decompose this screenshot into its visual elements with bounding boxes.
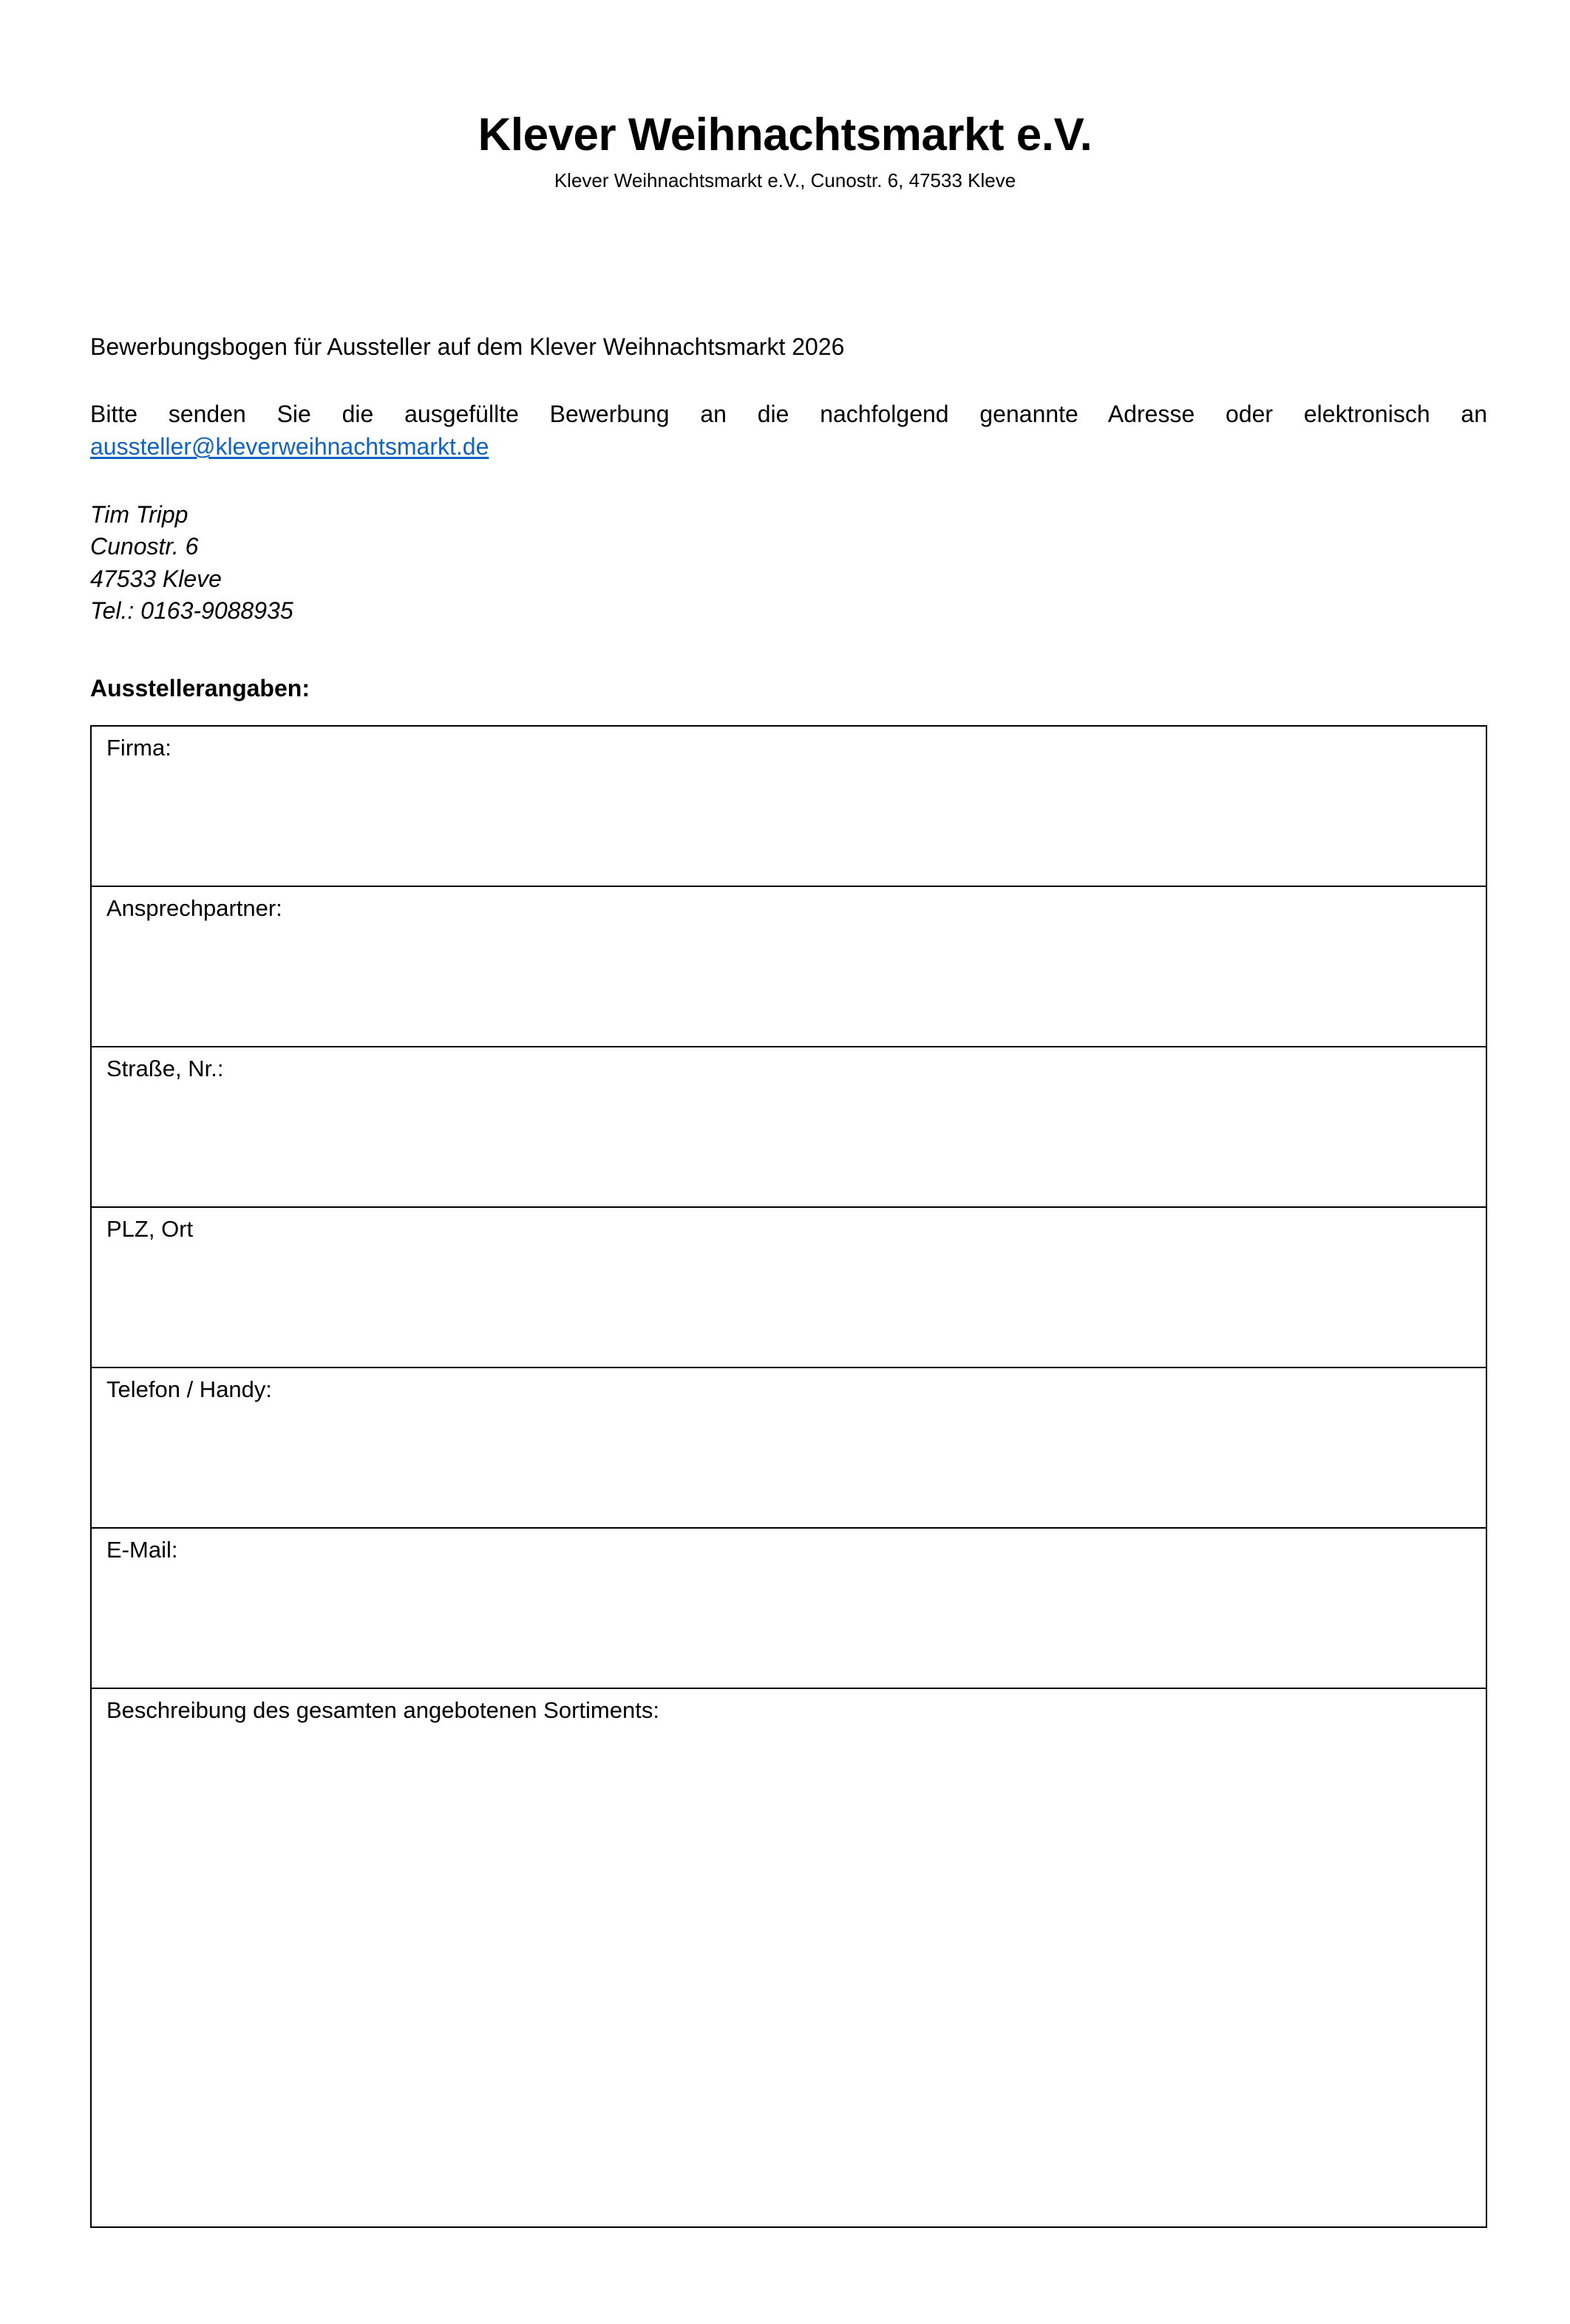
contact-name: Tim Tripp (90, 500, 188, 528)
contact-city: 47533 Kleve (90, 565, 222, 592)
form-field-ansprechpartner[interactable] (91, 886, 1486, 1047)
form-field-label: E-Mail: (106, 1537, 178, 1563)
form-field-label: Straße, Nr.: (106, 1056, 224, 1082)
exhibitor-details-form (90, 725, 1487, 2228)
document-body (90, 331, 1487, 2228)
form-field-label: Firma: (106, 735, 171, 761)
organization-address: Klever Weihnachtsmarkt e.V., Cunostr. 6, 47533 Kleve (554, 169, 1016, 192)
table-row (91, 886, 1486, 1047)
document-subject: Bewerbungsbogen für Aussteller auf dem Klever Weihnachtsmarkt 2026 (90, 333, 845, 360)
contact-phone: Tel.: 0163-9088935 (90, 597, 293, 625)
table-row (91, 1688, 1486, 2227)
form-field-label: Telefon / Handy: (106, 1376, 273, 1403)
form-field-firma[interactable] (91, 726, 1486, 886)
instruction-text: Bitte senden Sie die ausgefüllte Bewerbung an die nachfolgend genannte Adresse oder elektronisch an (90, 401, 1487, 428)
form-field-label: Beschreibung des gesamten angebotenen Sortiments: (106, 1697, 659, 1724)
form-field-sortiment-beschreibung[interactable] (91, 1688, 1486, 2227)
table-row (91, 726, 1486, 886)
organization-title: Klever Weihnachtsmarkt e.V. (478, 109, 1092, 160)
application-email-link[interactable]: aussteller@kleverweihnachtsmarkt.de (90, 433, 489, 461)
contact-address-block (90, 499, 1487, 628)
form-field-label: PLZ, Ort (106, 1216, 194, 1243)
table-row (91, 1047, 1486, 1207)
form-field-strasse[interactable] (91, 1047, 1486, 1207)
table-row (91, 1207, 1486, 1367)
form-field-label: Ansprechpartner: (106, 895, 282, 922)
table-row (91, 1528, 1486, 1688)
form-field-email[interactable] (91, 1528, 1486, 1688)
exhibitor-details-heading: Ausstellerangaben: (90, 674, 310, 701)
letterhead (0, 0, 1570, 192)
form-field-telefon-handy[interactable] (91, 1367, 1486, 1528)
contact-street: Cunostr. 6 (90, 533, 199, 560)
form-field-plz-ort[interactable] (91, 1207, 1486, 1367)
submission-instruction (90, 398, 1487, 463)
table-row (91, 1367, 1486, 1528)
form-rows (91, 726, 1486, 2227)
